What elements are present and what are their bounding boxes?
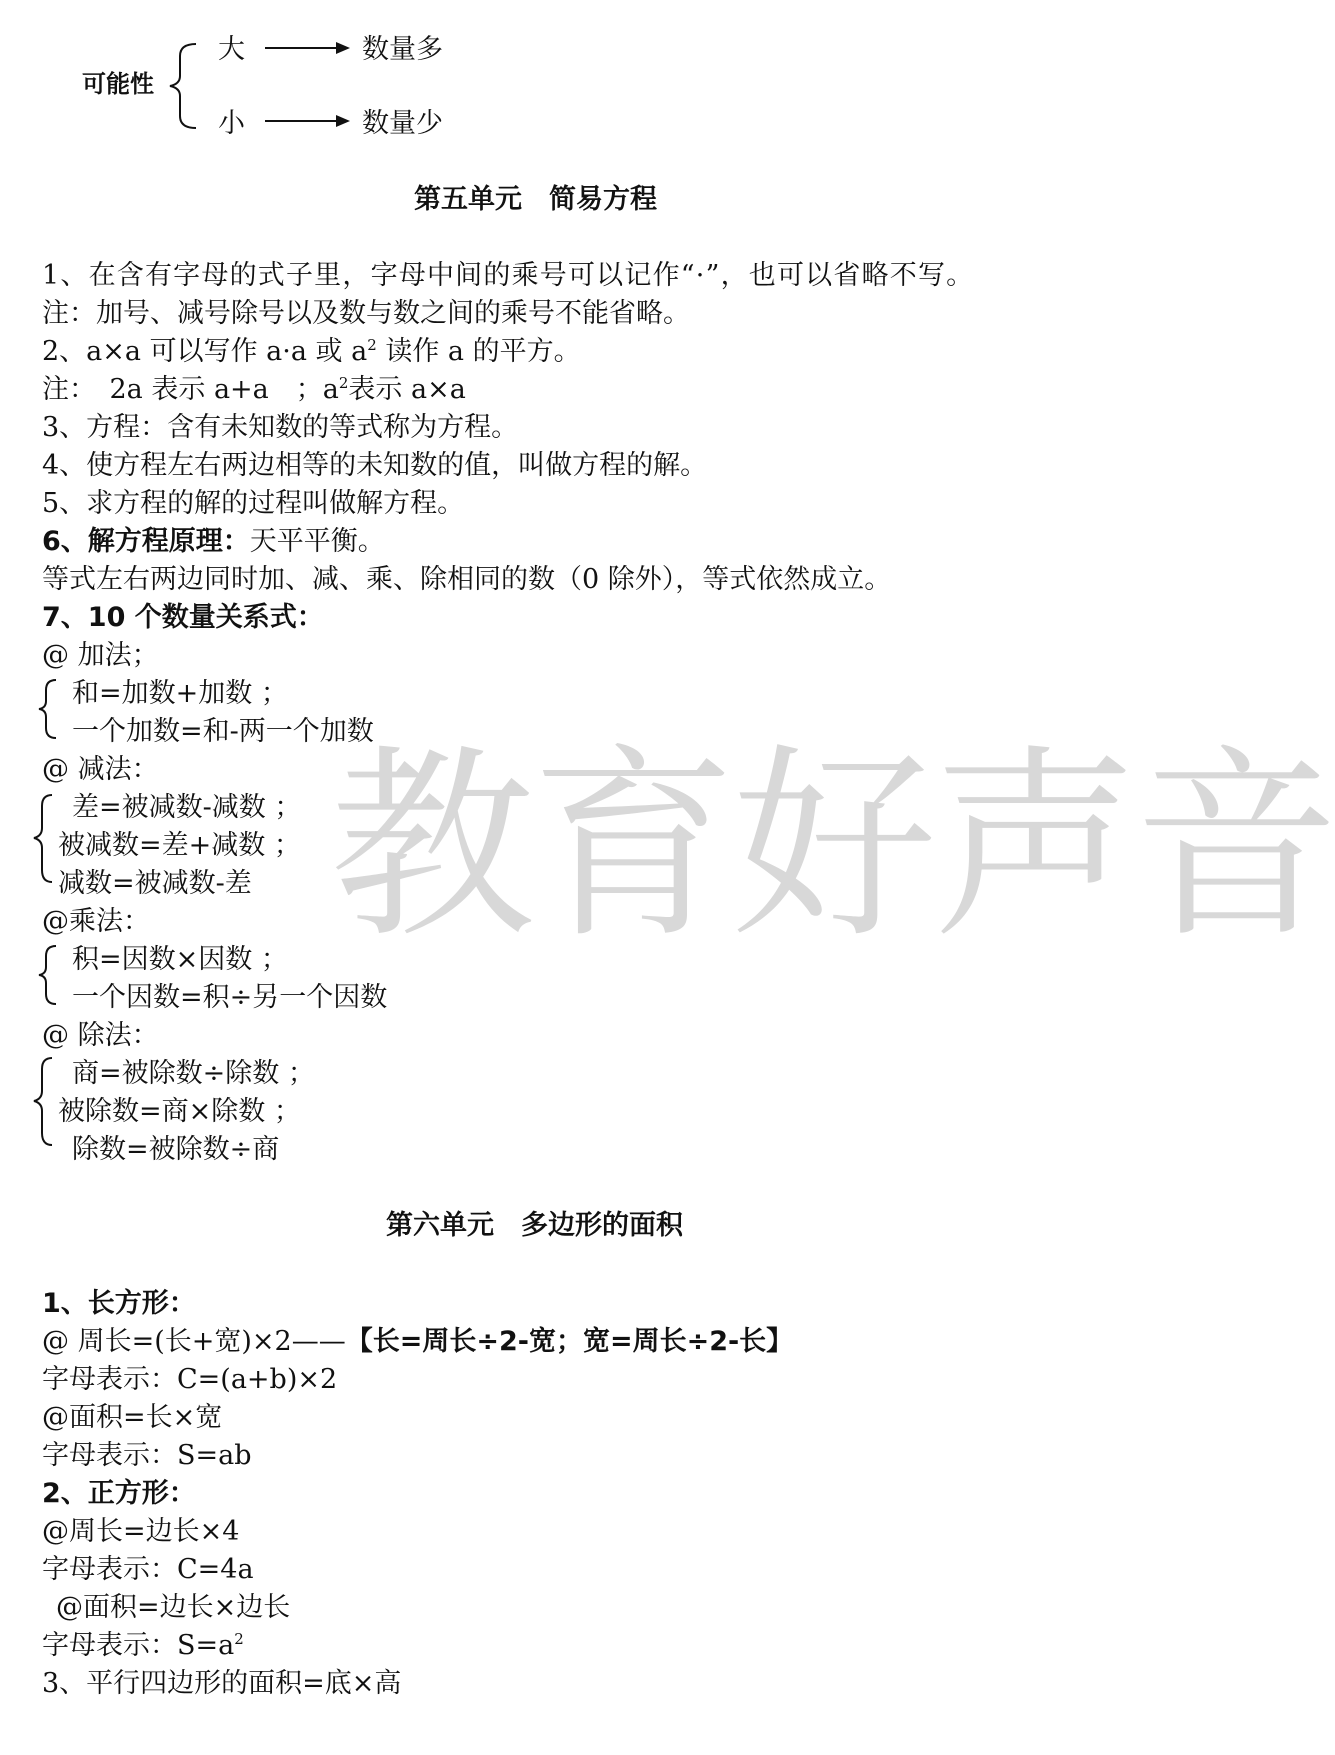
arrowhead-small [336, 115, 350, 127]
unit5-line-6-detail: 等式左右两边同时加、减、乘、除相同的数（0 除外），等式依然成立。 [42, 564, 892, 595]
rect-perimeter-a: @ 周长=(长+宽)×2—— [42, 1326, 346, 1357]
division-item: 被除数=商×除数 ； [58, 1096, 301, 1127]
line2-tail: 读作 a 的平方。 [376, 336, 581, 367]
subtraction-item: 差=被减数-减数 ； [72, 792, 302, 823]
line2-main: 2、a×a 可以写作 a·a 或 a [42, 336, 368, 367]
watermark: 教育好声音 [330, 728, 1335, 966]
rectangle-area: @面积=长×宽 [42, 1402, 223, 1433]
rectangle-area-formula: 字母表示：S=ab [42, 1440, 252, 1471]
square-title: 2、正方形： [42, 1478, 196, 1509]
subtraction-item: 被减数=差+减数 ； [58, 830, 301, 861]
diagram-brace [170, 44, 196, 128]
rectangle-perimeter-formula: 字母表示：C=(a+b)×2 [42, 1364, 338, 1395]
multiplication-title: @乘法： [42, 906, 150, 937]
rectangle-perimeter [42, 1328, 793, 1355]
multiplication-item: 积=因数×因数 ； [72, 944, 288, 975]
subtraction-title: @ 减法： [42, 754, 159, 785]
unit5-line-7: 7、10 个数量关系式： [42, 602, 324, 633]
diagram-branch-to: 数量少 [362, 108, 443, 139]
note2-sup: 2 [338, 374, 349, 392]
rect-perimeter-b: 【长=周长÷2-宽；宽=周长÷2-长】 [345, 1326, 794, 1357]
parallelogram-area: 3、平行四边形的面积=底×高 [42, 1668, 402, 1699]
square-area-formula-sup: 2 [234, 1630, 244, 1648]
div-brace [34, 1058, 52, 1145]
square-area: @面积=边长×边长 [56, 1592, 291, 1623]
addition-item: 和=加数+加数 ； [72, 678, 288, 709]
line2-sup: 2 [367, 336, 377, 354]
arrowhead-large [336, 42, 350, 54]
mul-brace [39, 946, 56, 1004]
diagram-branch-from: 小 [218, 108, 245, 139]
unit5-line-3: 3、方程：含有未知数的等式称为方程。 [42, 412, 519, 443]
unit5-line-1: 1、在含有字母的式子里，字母中间的乘号可以记作“·”，也可以省略不写。 [42, 260, 975, 291]
note2-b: 表示 a×a [348, 374, 466, 405]
unit5-line-6 [42, 528, 385, 555]
line6-text: 天平平衡。 [249, 526, 385, 557]
diagram-branch-to: 数量多 [362, 34, 443, 65]
square-area-formula [42, 1632, 244, 1659]
division-item: 商=被除数÷除数 ； [72, 1058, 315, 1089]
line6-label: 6、解方程原理： [42, 526, 250, 557]
square-area-formula-a: 字母表示：S=a [42, 1630, 235, 1661]
diagram-root-label: 可能性 [82, 70, 154, 98]
unit5-line-5: 5、求方程的解的过程叫做解方程。 [42, 488, 465, 519]
division-title: @ 除法： [42, 1020, 159, 1051]
unit5-note-2 [42, 376, 466, 403]
square-perimeter-formula: 字母表示：C=4a [42, 1554, 254, 1585]
unit6-title: 第六单元 多边形的面积 [386, 1210, 683, 1241]
addition-title: @ 加法； [42, 640, 159, 671]
division-item: 除数=被除数÷商 [72, 1134, 280, 1165]
addition-item: 一个加数=和-两一个加数 [72, 716, 374, 747]
unit5-note-1: 注：加号、减号除号以及数与数之间的乘号不能省略。 [42, 298, 690, 329]
multiplication-item: 一个因数=积÷另一个因数 [72, 982, 388, 1013]
subtraction-item: 减数=被减数-差 [58, 868, 252, 899]
unit5-line-4: 4、使方程左右两边相等的未知数的值，叫做方程的解。 [42, 450, 708, 481]
note2-a: 注： 2a 表示 a+a ；a [42, 374, 339, 405]
unit5-line-2 [42, 338, 581, 365]
rectangle-title: 1、长方形： [42, 1288, 196, 1319]
square-perimeter: @周长=边长×4 [42, 1516, 240, 1547]
unit5-title: 第五单元 简易方程 [414, 184, 657, 215]
sub-brace [34, 795, 52, 882]
add-brace [39, 680, 56, 738]
diagram-branch-from: 大 [218, 34, 245, 65]
